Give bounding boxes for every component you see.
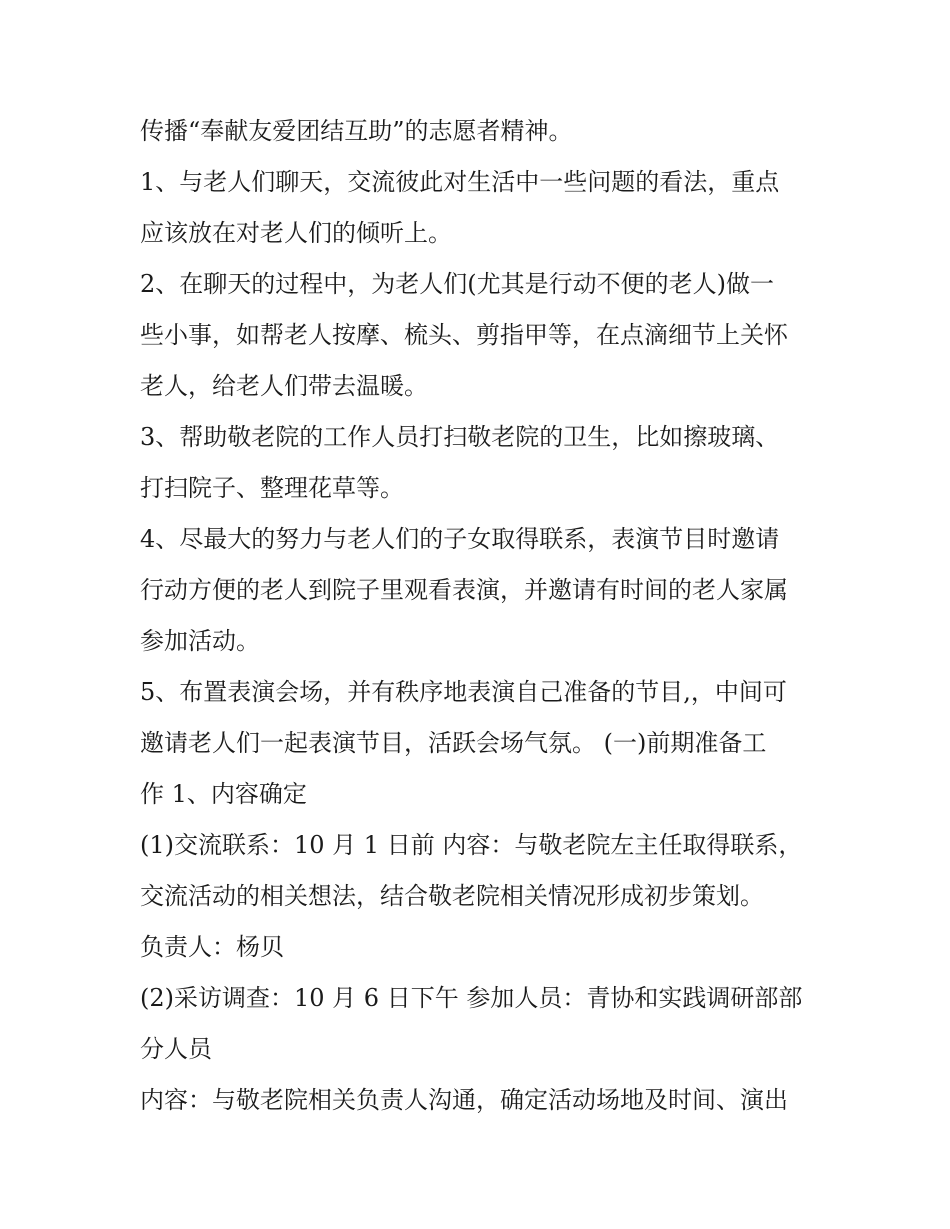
text-line: 打扫院子、整理花草等。	[140, 474, 404, 502]
text-line: 2、在聊天的过程中，为老人们(尤其是行动不便的老人)做一	[140, 270, 774, 298]
text-line: 作 1、内容确定	[140, 780, 307, 808]
text-line: 内容：与敬老院相关负责人沟通，确定活动场地及时间、演出	[140, 1086, 788, 1114]
text-line: 负责人：杨贝	[140, 933, 284, 961]
text-line: 5、布置表演会场，并有秩序地表演自己准备的节目,，中间可	[140, 678, 787, 706]
text-line: 行动方便的老人到院子里观看表演，并邀请有时间的老人家属	[140, 576, 788, 604]
text-line: 应该放在对老人们的倾听上。	[140, 219, 452, 247]
text-line: (1)交流联系：10 月 1 日前 内容：与敬老院左主任取得联系，	[140, 831, 803, 859]
text-line: 传播“奉献友爱团结互助”的志愿者精神。	[140, 117, 573, 145]
text-line: 分人员	[140, 1035, 212, 1063]
document-body	[140, 106, 820, 1126]
text-line: 3、帮助敬老院的工作人员打扫敬老院的卫生，比如擦玻璃、	[140, 423, 780, 451]
text-line: 4、尽最大的努力与老人们的子女取得联系，表演节目时邀请	[140, 525, 780, 553]
text-line: 邀请老人们一起表演节目，活跃会场气氛。 (一)前期准备工	[140, 729, 767, 757]
text-line: 参加活动。	[140, 627, 260, 655]
text-line: 老人，给老人们带去温暖。	[140, 372, 428, 400]
text-line: 交流活动的相关想法，结合敬老院相关情况形成初步策划。	[140, 882, 764, 910]
text-line: (2)采访调查：10 月 6 日下午 参加人员：青协和实践调研部部	[140, 984, 803, 1012]
text-line: 1、与老人们聊天，交流彼此对生活中一些问题的看法，重点	[140, 168, 780, 196]
text-line: 些小事，如帮老人按摩、梳头、剪指甲等，在点滴细节上关怀	[140, 321, 788, 349]
